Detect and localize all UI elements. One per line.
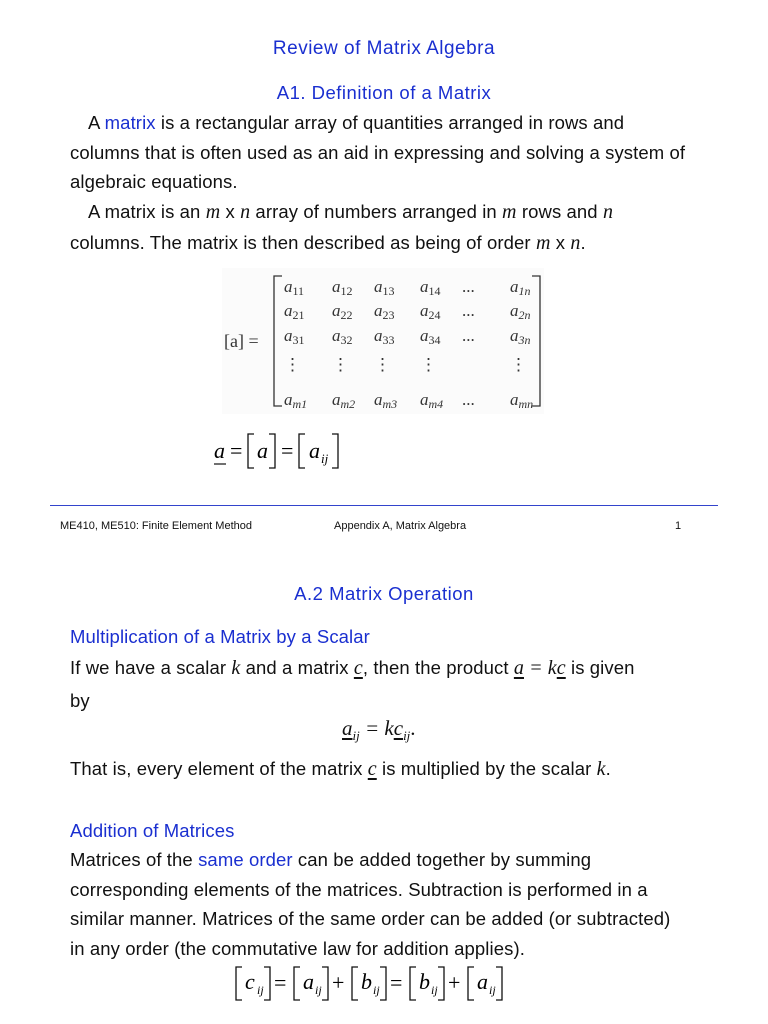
text: , then the product: [362, 657, 514, 678]
text: array of numbers arranged in: [250, 201, 503, 222]
matrix-cell: am3: [374, 390, 398, 411]
paragraph-scalar: [70, 653, 710, 715]
matrix-cell: a31: [284, 326, 305, 347]
paragraph-addition: [70, 845, 710, 963]
plus: +: [332, 970, 345, 995]
equals: =: [274, 970, 287, 995]
section-heading-a2: A.2 Matrix Operation: [294, 583, 474, 604]
var-m: m: [205, 201, 221, 223]
text: corresponding elements of the matrices. Subtraction is performed in a: [70, 878, 648, 900]
equals: =: [230, 438, 243, 463]
text: .: [410, 716, 416, 740]
var-m: m: [502, 201, 517, 223]
footer-left: ME410, ME510: Finite Element Method: [60, 520, 252, 532]
matrix-cell: a21: [284, 301, 305, 322]
var-a: a: [257, 438, 268, 463]
subscript: ij: [431, 983, 438, 997]
var-k: k: [596, 758, 606, 780]
var-c: c: [245, 969, 255, 994]
var-b: b: [419, 969, 430, 994]
matrix-cell: a22: [332, 301, 353, 322]
var-a: a: [477, 969, 488, 994]
subscript: ij: [403, 728, 411, 744]
matrix-cell: a23: [374, 301, 395, 322]
text: can be added together by summing: [292, 849, 592, 870]
text: in any order (the commutative law for addition applies).: [70, 937, 525, 959]
matrix-cell: a12: [332, 277, 353, 298]
plus: +: [448, 970, 461, 995]
matrix-cell: a34: [420, 326, 441, 347]
matrix-cells: [284, 277, 533, 411]
var-n: n: [240, 201, 251, 223]
left-bracket: [274, 276, 282, 406]
matrix-cell: amn: [510, 390, 534, 411]
subscript: ij: [352, 728, 360, 744]
matrix-cell: ⋮: [374, 355, 391, 374]
subscript: ij: [321, 451, 329, 466]
matrix-cell: ...: [462, 277, 475, 296]
text: x: [220, 201, 241, 222]
text: columns. The matrix is then described as being of order: [70, 231, 536, 253]
equals: =: [390, 970, 403, 995]
matrix-cell: a33: [374, 326, 395, 347]
notation-svg: [212, 428, 362, 472]
bracket: [380, 967, 386, 1000]
matrix-cell: ⋮: [420, 355, 437, 374]
var-n: n: [570, 231, 581, 254]
var-c: c: [556, 657, 566, 679]
matrix-cell: ⋮: [284, 355, 301, 374]
page-title: Review of Matrix Algebra: [272, 38, 496, 59]
matrix-cell: ...: [462, 301, 475, 320]
matrix-cell: ⋮: [332, 355, 349, 374]
matrix-cell: a14: [420, 277, 441, 298]
addition-formula: [232, 962, 542, 1011]
right-bracket: [532, 276, 540, 406]
bracket: [322, 967, 328, 1000]
var-a: a: [309, 438, 320, 463]
text: columns that is often used as an aid in expressing and solving a system of: [70, 141, 686, 163]
equation-text: = k: [523, 657, 557, 679]
text: If we have a scalar: [70, 657, 232, 678]
heading-addition: Addition of Matrices: [70, 820, 235, 841]
var-m: m: [535, 231, 551, 254]
bracket: [294, 967, 300, 1000]
text: That is, every element of the matrix: [70, 758, 368, 779]
matrix-cell: ...: [462, 390, 475, 409]
matrix-lhs: [a] =: [224, 331, 259, 351]
footer-page-number: 1: [675, 520, 682, 532]
var-n: n: [602, 201, 614, 223]
bracket: [332, 434, 338, 468]
footer-center: Appendix A, Matrix Algebra: [334, 520, 467, 532]
bracket: [264, 967, 270, 1000]
bracket: [468, 967, 474, 1000]
text: and a matrix: [240, 657, 354, 678]
matrix-cell: a32: [332, 326, 353, 347]
bracket: [438, 967, 444, 1000]
bracket: [410, 967, 416, 1000]
matrix-cell: a13: [374, 277, 395, 298]
matrix-cell: ...: [462, 326, 475, 345]
notation-equation: [212, 428, 362, 477]
matrix-cell: am2: [332, 390, 356, 411]
text: .: [605, 758, 611, 779]
var-c: c: [393, 716, 404, 740]
text: A: [88, 112, 105, 133]
var-a: a: [214, 438, 225, 463]
matrix-svg: [222, 268, 544, 414]
subscript: ij: [315, 983, 322, 997]
footer-rule: [50, 505, 718, 506]
paragraph-order: [70, 197, 710, 258]
bracket: [269, 434, 275, 468]
section-heading-a1: A1. Definition of a Matrix: [276, 82, 492, 103]
bracket: [496, 967, 502, 1000]
text: algebraic equations.: [70, 171, 238, 192]
matrix-cell: am1: [284, 390, 308, 411]
bracket: [299, 434, 305, 468]
subscript: ij: [257, 983, 264, 997]
text: x: [550, 231, 571, 253]
text: A matrix is an: [88, 201, 206, 222]
var-c: c: [367, 758, 377, 780]
text: by: [70, 689, 90, 711]
bracket: [248, 434, 254, 468]
text: rows and: [516, 201, 603, 222]
matrix-figure: [222, 268, 544, 414]
text: is given: [565, 657, 635, 678]
matrix-cell: a3n: [510, 326, 531, 347]
heading-scalar-multiplication: Multiplication of a Matrix by a Scalar: [70, 626, 370, 647]
text: Matrices of the: [70, 849, 199, 870]
matrix-cell: a1n: [510, 277, 531, 298]
equals: =: [281, 438, 294, 463]
paragraph-definition: [70, 108, 710, 197]
matrix-cell: a24: [420, 301, 441, 322]
equation-text: = k: [359, 716, 394, 740]
paragraph-scalar-result: [70, 754, 710, 785]
matrix-cell: a2n: [510, 301, 531, 322]
var-a: a: [342, 716, 353, 740]
scalar-formula: [342, 716, 416, 744]
matrix-cell: a11: [284, 277, 305, 298]
text: .: [580, 231, 586, 253]
matrix-cell: am4: [420, 390, 444, 411]
matrix-cell: ⋮: [510, 355, 527, 374]
term-matrix: matrix: [104, 112, 156, 133]
var-k: k: [231, 657, 241, 679]
addition-formula-svg: [232, 962, 542, 1006]
bracket: [236, 967, 242, 1000]
var-a: a: [303, 969, 314, 994]
var-a: a: [513, 657, 524, 679]
subscript: ij: [373, 983, 380, 997]
var-b: b: [361, 969, 372, 994]
text: similar manner. Matrices of the same order can be added (or subtracted): [70, 908, 671, 929]
subscript: ij: [489, 983, 496, 997]
term-same-order: same order: [198, 849, 293, 870]
text: is a rectangular array of quantities arranged in rows and: [155, 112, 625, 133]
var-c: c: [353, 657, 363, 679]
text: is multiplied by the scalar: [376, 758, 597, 779]
bracket: [352, 967, 358, 1000]
